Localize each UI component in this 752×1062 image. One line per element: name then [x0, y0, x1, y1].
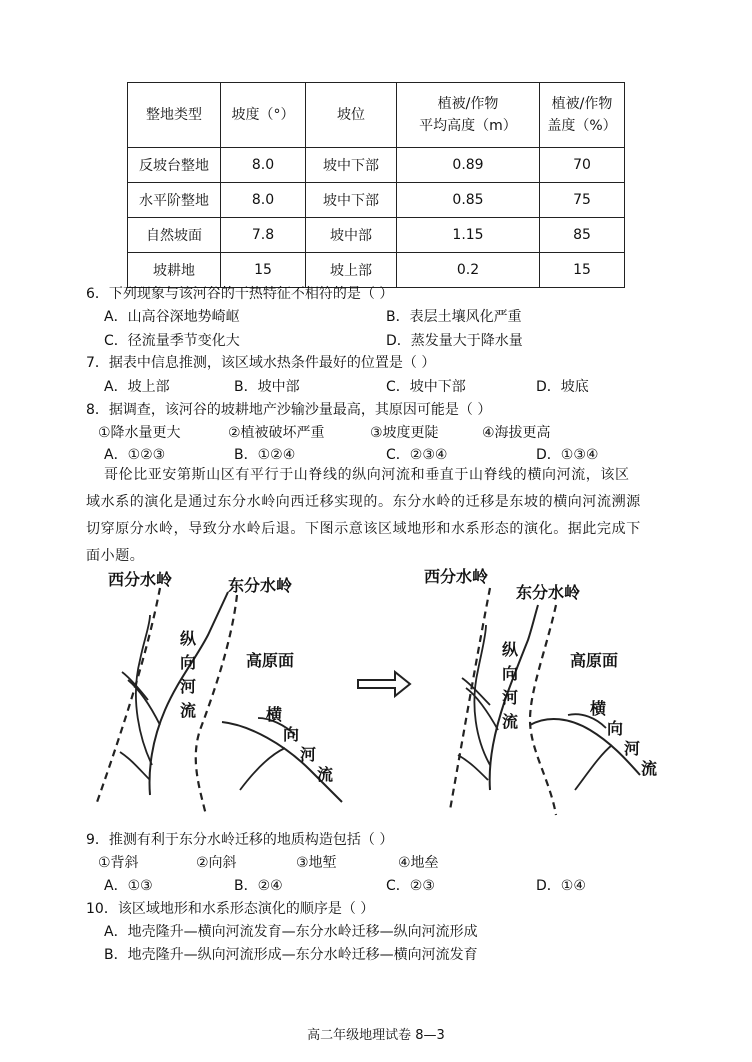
question-7-option-a[interactable]: A．坡上部	[104, 379, 170, 395]
table-cell: 坡中下部	[306, 183, 397, 218]
question-6-option-b[interactable]: B．表层土壤风化严重	[386, 309, 522, 325]
table-cell: 7.8	[221, 218, 306, 253]
table-cell: 0.85	[397, 183, 540, 218]
tributary-line	[568, 714, 606, 728]
tributary-line	[258, 718, 295, 735]
question-10-option-a[interactable]: A．地壳隆升—横向河流发育—东分水岭迁移—纵向河流形成	[104, 924, 478, 940]
question-9-option-d[interactable]: D．①④	[536, 878, 586, 894]
question-6-option-a[interactable]: A．山高谷深地势崎岖	[104, 309, 240, 325]
table-cell: 1.15	[397, 218, 540, 253]
tributary-line	[136, 615, 152, 765]
table-cell: 8.0	[221, 148, 306, 183]
river-label-char: 河	[501, 688, 518, 707]
table-row	[128, 218, 625, 253]
river-label-char: 河	[624, 739, 641, 758]
question-9-option-a[interactable]: A．①③	[104, 878, 153, 894]
table-cell: 自然坡面	[128, 218, 221, 253]
west-divide-label: 西分水岭	[424, 567, 489, 586]
river-label-char: 流	[317, 765, 334, 784]
plateau-label: 高原面	[246, 651, 295, 670]
question-7-option-c[interactable]: C．坡中下部	[386, 379, 466, 395]
river-label-char: 向	[179, 653, 196, 672]
east-divide-label: 东分水岭	[516, 583, 581, 602]
passage-line: 面小题。	[86, 548, 145, 564]
question-6-option-c[interactable]: C．径流量季节变化大	[104, 333, 240, 349]
table-cell: 坡耕地	[128, 253, 221, 288]
tributary-line	[474, 625, 490, 765]
longitudinal-river-left	[150, 592, 228, 795]
table-header-cell: 植被/作物 平均高度（m）	[397, 83, 540, 148]
question-9-statement-2: ②向斜	[196, 855, 237, 871]
table-row	[128, 183, 625, 218]
question-8-statement-2: ②植被破坏严重	[228, 425, 325, 441]
question-9-option-c[interactable]: C．②③	[386, 878, 435, 894]
tributary-line	[120, 752, 150, 780]
river-label-char: 横	[590, 699, 607, 718]
question-8-option-a[interactable]: A．①②③	[104, 447, 166, 463]
longitudinal-river-right	[490, 605, 538, 790]
table-header-cell: 整地类型	[128, 83, 221, 148]
east-divide-line-left	[196, 595, 237, 815]
river-label-char: 河	[300, 745, 317, 764]
question-8-stem: 8．据调查，该河谷的坡耕地产沙输沙量最高，其原因可能是（ ）	[86, 402, 492, 418]
transverse-river-label	[266, 702, 346, 782]
question-10-stem: 10．该区域地形和水系形态演化的顺序是（ ）	[86, 901, 375, 917]
question-7-option-d[interactable]: D．坡底	[536, 379, 589, 395]
question-9-statement-4: ④地垒	[398, 855, 439, 871]
question-7-stem: 7．据表中信息推测，该区域水热条件最好的位置是（ ）	[86, 355, 436, 371]
reading-passage	[86, 462, 666, 570]
question-8-statement-3: ③坡度更陡	[370, 425, 439, 441]
tributary-line	[466, 688, 498, 730]
west-divide-line-right	[450, 588, 490, 810]
river-label-char: 河	[179, 677, 196, 696]
east-divide-line-right	[530, 605, 556, 815]
table-header-cell: 坡度（°）	[221, 83, 306, 148]
river-label-char: 横	[266, 705, 283, 724]
west-divide-line-left	[96, 588, 160, 805]
tributary-line	[122, 672, 148, 700]
passage-line: 哥伦比亚安第斯山区有平行于山脊线的纵向河流和垂直于山脊线的横向河流，该区	[104, 467, 630, 483]
tributary-line	[458, 755, 488, 780]
table-header-row	[128, 83, 625, 148]
question-9-stem: 9．推测有利于东分水岭迁移的地质构造包括（ ）	[86, 832, 394, 848]
tributary-line	[575, 745, 612, 790]
river-label-char: 流	[179, 701, 196, 720]
question-8-statement-4: ④海拔更高	[482, 425, 551, 441]
data-table	[127, 82, 625, 288]
question-7-option-b[interactable]: B．坡中部	[234, 379, 300, 395]
table-cell: 15	[221, 253, 306, 288]
transverse-river-right	[530, 719, 640, 775]
river-label-char: 向	[283, 725, 300, 744]
question-9-option-b[interactable]: B．②④	[234, 878, 283, 894]
passage-line: 域水系的演化是通过东分水岭向西迁移实现的。东分水岭的迁移是东坡的横向河流溯源	[86, 494, 641, 510]
river-label-char: 纵	[179, 629, 196, 648]
east-divide-label: 东分水岭	[228, 576, 293, 595]
table-cell: 坡中部	[306, 218, 397, 253]
west-divide-label: 西分水岭	[108, 570, 173, 589]
question-6-option-d[interactable]: D．蒸发量大于降水量	[386, 333, 523, 349]
tributary-line	[128, 680, 160, 725]
table-cell: 反坡台整地	[128, 148, 221, 183]
question-8-option-b[interactable]: B．①②④	[234, 447, 296, 463]
plateau-label: 高原面	[570, 651, 619, 670]
longitudinal-river-label	[178, 627, 198, 723]
table-header-cell: 植被/作物 盖度（%）	[540, 83, 625, 148]
question-8-option-d[interactable]: D．①③④	[536, 447, 599, 463]
table-cell: 坡上部	[306, 253, 397, 288]
river-label-char: 纵	[501, 640, 518, 659]
passage-line: 切穿原分水岭，导致分水岭后退。下图示意该区域地形和水系形态的演化。据此完成下	[86, 521, 641, 537]
question-6-stem: 6．下列现象与该河谷的干热特征不相符的是（ ）	[86, 286, 394, 302]
tributary-line	[240, 748, 285, 790]
table-cell: 坡中下部	[306, 148, 397, 183]
river-label-char: 向	[607, 719, 624, 738]
tributary-line	[462, 678, 490, 705]
river-label-char: 流	[641, 759, 658, 778]
longitudinal-river-label	[500, 638, 520, 734]
table-cell: 75	[540, 183, 625, 218]
table-cell: 0.2	[397, 253, 540, 288]
table-cell: 15	[540, 253, 625, 288]
right-arrow-icon	[358, 672, 410, 696]
transverse-river-left	[222, 722, 342, 802]
table-cell: 85	[540, 218, 625, 253]
table-cell: 0.89	[397, 148, 540, 183]
table-header-cell: 坡位	[306, 83, 397, 148]
table-cell: 水平阶整地	[128, 183, 221, 218]
question-8-statement-1: ①降水量更大	[98, 425, 181, 441]
table-row	[128, 148, 625, 183]
question-10-option-b[interactable]: B．地壳隆升—纵向河流形成—东分水岭迁移—横向河流发育	[104, 947, 478, 963]
page-footer: 高二年级地理试卷 8—3	[307, 1028, 445, 1043]
question-8-option-c[interactable]: C．②③④	[386, 447, 448, 463]
transverse-river-label	[590, 696, 670, 776]
river-label-char: 向	[501, 664, 518, 683]
question-9-statement-3: ③地堑	[296, 855, 337, 871]
question-9-statement-1: ①背斜	[98, 855, 139, 871]
table-cell: 8.0	[221, 183, 306, 218]
table-cell: 70	[540, 148, 625, 183]
river-label-char: 流	[501, 712, 518, 731]
